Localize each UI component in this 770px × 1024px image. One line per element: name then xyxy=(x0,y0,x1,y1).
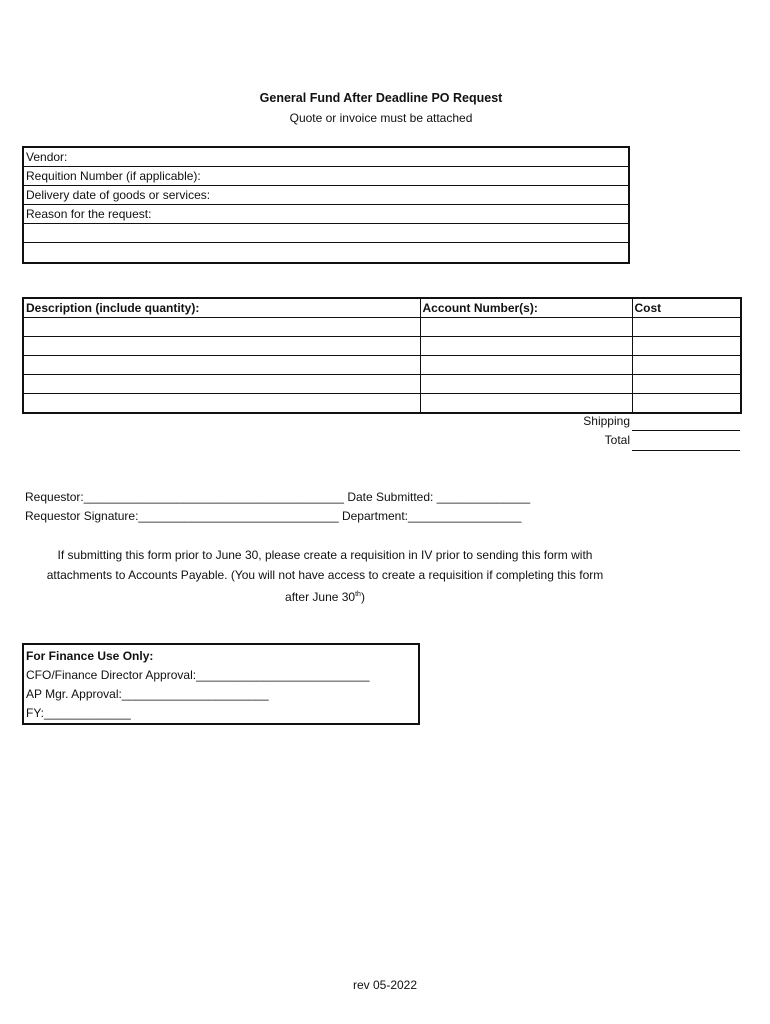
requisition-number-field[interactable]: Requition Number (if applicable): xyxy=(24,167,628,186)
shipping-label: Shipping xyxy=(583,414,630,428)
total-label: Total xyxy=(604,433,630,447)
account-number-header: Account Number(s): xyxy=(420,298,632,318)
notice-line-1: If submitting this form prior to June 30, please create a requisition in IV prior to sending this form with xyxy=(57,548,593,562)
delivery-date-field[interactable]: Delivery date of goods or services: xyxy=(24,186,628,205)
cost-cell[interactable] xyxy=(632,337,741,356)
description-cell[interactable] xyxy=(23,394,420,414)
cost-header: Cost xyxy=(632,298,741,318)
notice-line-2: attachments to Accounts Payable. (You will not have access to create a requisition if completing this form xyxy=(46,568,604,582)
form-subtitle: Quote or invoice must be attached xyxy=(289,111,473,125)
table-row xyxy=(23,318,741,337)
finance-heading: For Finance Use Only: xyxy=(26,649,154,663)
line-items-table xyxy=(22,297,742,414)
cost-cell[interactable] xyxy=(632,394,741,414)
vendor-info-box xyxy=(22,146,630,264)
signature-department-line[interactable]: Requestor Signature:______________________________ Department:_________________ xyxy=(25,509,522,523)
reason-field[interactable]: Reason for the request: xyxy=(24,205,628,224)
revision-label: rev 05-2022 xyxy=(352,978,418,992)
notice-line-3-main: after June 30 xyxy=(285,590,356,604)
table-row xyxy=(23,375,741,394)
account-number-cell[interactable] xyxy=(420,375,632,394)
account-number-cell[interactable] xyxy=(420,394,632,414)
description-header: Description (include quantity): xyxy=(23,298,420,318)
reason-continuation-line[interactable] xyxy=(24,224,628,243)
table-row xyxy=(23,356,741,375)
requestor-date-line[interactable]: Requestor:_______________________________________ Date Submitted: ______________ xyxy=(25,490,531,504)
cfo-approval-line[interactable]: CFO/Finance Director Approval:__________________________ xyxy=(26,668,370,682)
cost-cell[interactable] xyxy=(632,375,741,394)
finance-use-box xyxy=(22,643,420,725)
form-title: General Fund After Deadline PO Request xyxy=(259,91,503,105)
table-row xyxy=(23,337,741,356)
description-cell[interactable] xyxy=(23,318,420,337)
vendor-field[interactable]: Vendor: xyxy=(24,148,628,167)
cost-cell[interactable] xyxy=(632,356,741,375)
description-cell[interactable] xyxy=(23,356,420,375)
submission-notice xyxy=(20,545,630,607)
notice-line-3-end: ) xyxy=(360,590,365,604)
shipping-amount-line[interactable] xyxy=(632,430,740,431)
reason-continuation-line[interactable] xyxy=(24,243,628,262)
table-header-row xyxy=(23,298,741,318)
ap-approval-line[interactable]: AP Mgr. Approval:______________________ xyxy=(26,687,269,701)
table-row xyxy=(23,394,741,414)
fiscal-year-line[interactable]: FY:_____________ xyxy=(26,706,131,720)
description-cell[interactable] xyxy=(23,337,420,356)
account-number-cell[interactable] xyxy=(420,337,632,356)
account-number-cell[interactable] xyxy=(420,318,632,337)
cost-cell[interactable] xyxy=(632,318,741,337)
notice-line-3 xyxy=(20,585,630,607)
account-number-cell[interactable] xyxy=(420,356,632,375)
total-amount-line[interactable] xyxy=(632,450,740,451)
description-cell[interactable] xyxy=(23,375,420,394)
notice-line-3-superscript: th xyxy=(355,591,361,598)
